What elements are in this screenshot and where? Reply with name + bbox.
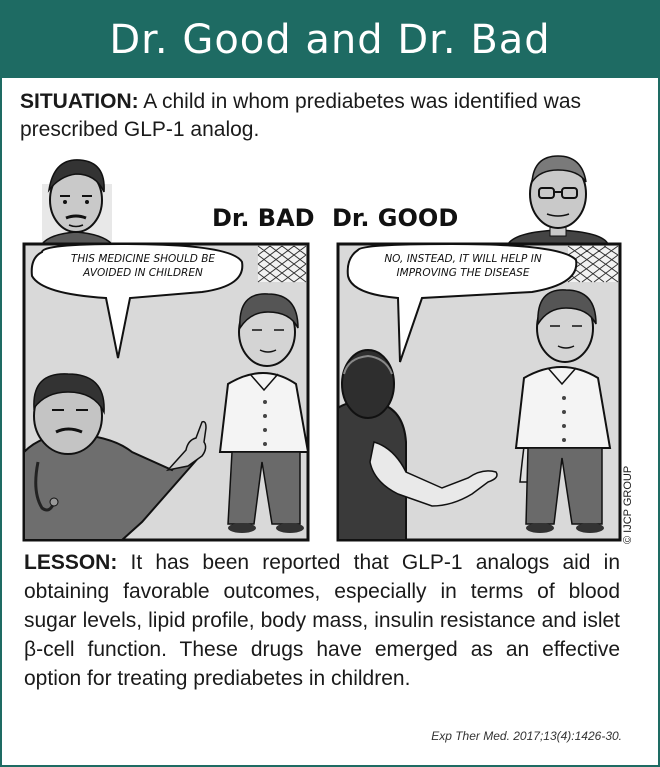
dr-bad-label: Dr. BAD	[212, 204, 315, 232]
comic-illustration	[2, 152, 658, 542]
panel-dr-bad	[24, 244, 308, 540]
copyright-notice: © IJCP GROUP	[622, 465, 634, 544]
lesson-text	[24, 548, 620, 693]
dr-bad-portrait	[42, 160, 112, 244]
page-title: Dr. Good and Dr. Bad	[2, 2, 658, 78]
dr-good-portrait	[508, 156, 608, 244]
citation: Exp Ther Med. 2017;13(4):1426-30.	[431, 729, 622, 743]
panel-dr-good	[338, 244, 620, 540]
dr-bad-speech: THIS MEDICINE SHOULD BE AVOIDED IN CHILDREN	[70, 253, 216, 279]
situation-label: SITUATION:	[20, 90, 139, 113]
dr-good-speech: NO, INSTEAD, IT WILL HELP IN IMPROVING THE DISEASE	[384, 253, 542, 279]
lesson-label: LESSON:	[24, 551, 118, 574]
comic-svg	[2, 152, 658, 542]
situation-text	[20, 88, 645, 144]
dr-good-label: Dr. GOOD	[332, 204, 459, 232]
lesson-body: It has been reported that GLP-1 analogs aid in obtaining favorable outcomes, especially in terms of blood sugar levels, lipid profile, body mass, insulin resistance and islet β-cell function. These drugs have emerged as an effective option for treating prediabetes in children.	[24, 551, 620, 690]
situation-body: A child in whom prediabetes was identified was prescribed GLP-1 analog.	[20, 90, 582, 141]
